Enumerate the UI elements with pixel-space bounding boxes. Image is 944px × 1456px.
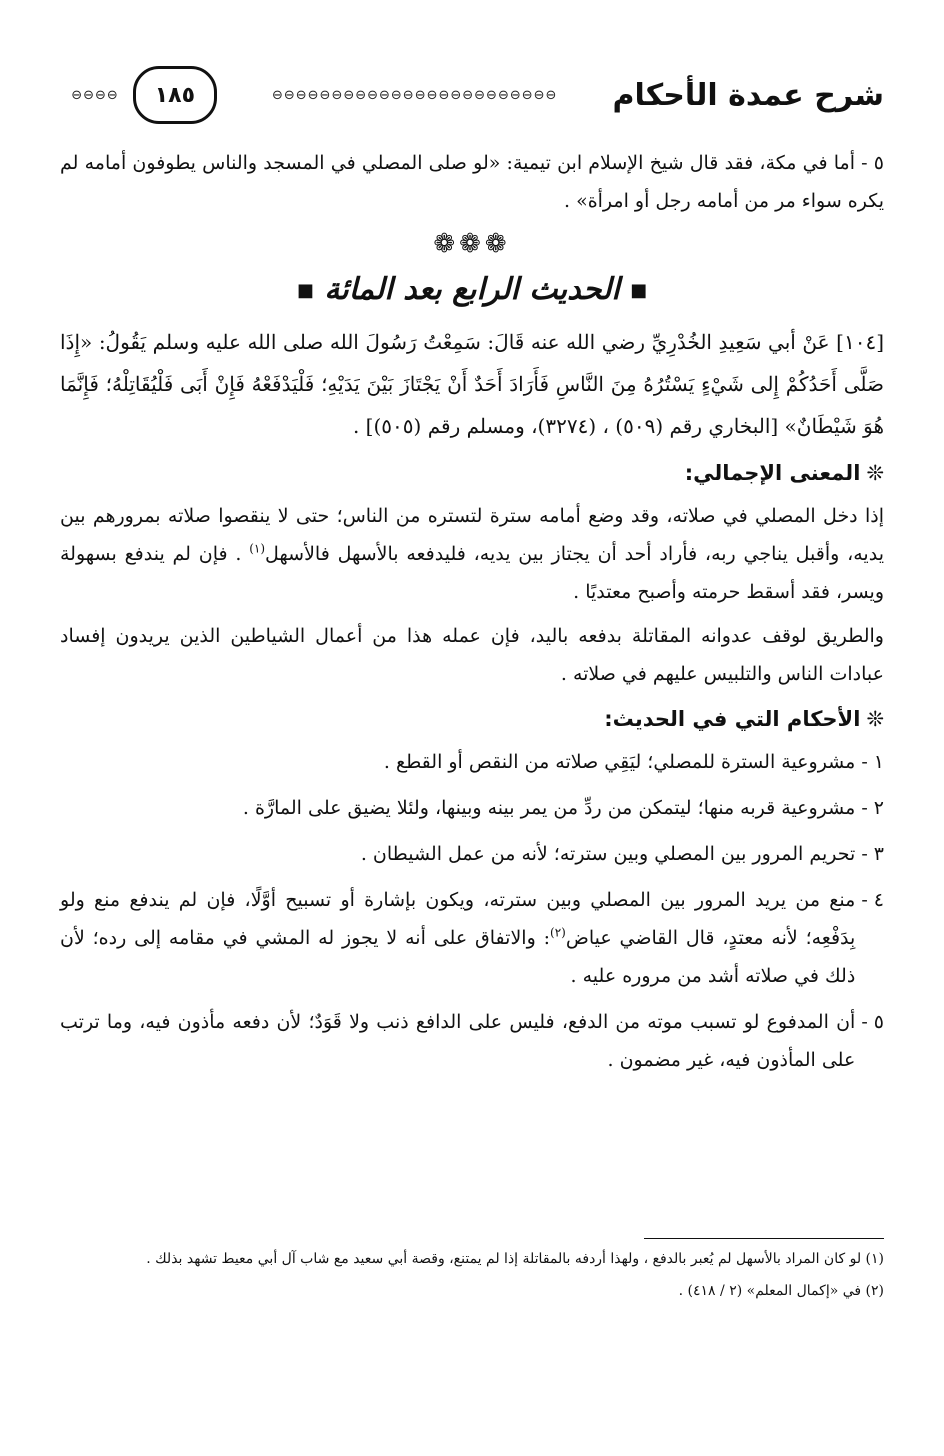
general-meaning-heading-text: المعنى الإجمالي: (684, 461, 861, 485)
ruling-text: تحريم المرور بين المصلي وبين سترته؛ لأنه من عمل الشيطان . (360, 843, 856, 865)
footnote-2: (٢) في «إكمال المعلم» (٢ / ٤١٨) . (678, 1283, 884, 1299)
ruling-text-end: : والاتفاق على أنه لا يجوز له المشي في مقامه إلى رده؛ لأن ذلك في صلاته أشد من مروره عليه . (60, 927, 856, 987)
footnotes (60, 1238, 884, 1309)
hadith-text: [١٠٤] عَنْ أبي سَعِيدِ الخُدْرِيِّ رضي الله عنه قَالَ: سَمِعْتُ رَسُولَ الله صلى الله عليه وسلم يَقُولُ: «إِذَا صَلَّى أَحَدُكُمْ إِلى شَيْءٍ يَسْتُرُهُ مِنَ النَّاسِ فَأَرَادَ أَحَدٌ أَنْ يَجْتَازَ بَيْنَ يَدَيْهِ؛ فَلْيَدْفَعْهُ فَإِنْ أَبَى فَلْيُقَاتِلْهُ؛ فَإِنَّمَا هُوَ شَيْطَانٌ» [البخاري رقم (٥٠٩) ، (٣٢٧٤)، ومسلم رقم (٥٠٥)] . (60, 330, 884, 438)
page-body (60, 144, 884, 1079)
rulings-heading-text: الأحكام التي في الحديث: (604, 707, 861, 731)
ruling-text: أن المدفوع لو تسبب موته من الدفع، فليس على الدافع ذنب ولا قَوَدٌ؛ لأن دفعه مأذون فيه، وما ترتب على المأذون فيه، غير مضمون . (60, 1011, 856, 1071)
book-title: شرح عمدة الأحكام (612, 77, 884, 113)
footnote-1: (١) لو كان المراد بالأسهل لم يُعبر بالدفع ، ولهذا أردفه بالمقاتلة إذا لم يمتنع، وقصة أبي سعيد مع شاب آل أبي معيط تشهد بذلك . (146, 1251, 884, 1267)
asterisk-icon: ❊ (866, 707, 884, 731)
hadith-title (60, 268, 884, 313)
title-marker-left: ■ (296, 280, 314, 301)
title-marker-right: ■ (630, 280, 648, 301)
ruling-number: ٤ - (861, 889, 884, 911)
ruling-item-3 (60, 835, 884, 873)
header-ornament-long: ⊖⊖⊖⊖⊖⊖⊖⊖⊖⊖⊖⊖⊖⊖⊖⊖⊖⊖⊖⊖⊖⊖⊖⊖ (271, 87, 558, 103)
ruling-number: ٥ - (861, 1011, 884, 1033)
footnote-ref-2: (٢) (550, 925, 566, 940)
general-meaning-paragraph-1 (60, 497, 884, 611)
rulings-heading (60, 699, 884, 739)
ruling-number: ٣ - (861, 843, 884, 865)
general-meaning-paragraph-2: والطريق لوقف عدوانه المقاتلة بدفعه باليد، فإن عمله هذا من أعمال الشياطين الذين يريدون إفساد عبادات الناس والتلبيس عليهم في صلاته . (60, 625, 884, 685)
ruling-text: مشروعية السترة للمصلي؛ ليَقِي صلاته من النقص أو القطع . (383, 751, 856, 773)
ruling-item-5 (60, 1003, 884, 1079)
page-header (60, 60, 884, 130)
footnote-separator (644, 1238, 884, 1239)
header-ornament-short: ⊖⊖⊖⊖ (71, 87, 119, 103)
ruling-text: مشروعية قربه منها؛ ليتمكن من ردِّ من يمر بينه وبينها، ولئلا يضيق على المارَّة . (242, 797, 856, 819)
ruling-text (60, 881, 855, 995)
footnote-ref-1: (١) (249, 541, 266, 556)
page-number: ١٨٥ (133, 66, 217, 124)
ruling-number: ١ - (861, 751, 884, 773)
ruling-number: ٢ - (861, 797, 884, 819)
general-meaning-heading (60, 453, 884, 493)
asterisk-icon: ❊ (866, 461, 884, 485)
section-divider: ❁❁❁ (433, 229, 511, 259)
intro-paragraph-5: ٥ - أما في مكة، فقد قال شيخ الإسلام ابن تيمية: «لو صلى المصلي في المسجد والناس يطوفون أمامه لم يكره سواء مر من أمامه رجل أو امرأة» . (60, 152, 884, 212)
paragraph-1-text-end: . فإن لم يندفع بسهولة ويسر، فقد أسقط حرمته وأصبح معتديًا . (60, 543, 884, 603)
ruling-item-1 (60, 743, 884, 781)
ruling-item-2 (60, 789, 884, 827)
ruling-text-start: منع من يريد المرور بين المصلي وبين سترته، ويكون بإشارة أو تسبيح أوَّلًا، فإن لم يندفع منع ولو بِدَفْعِه؛ لأنه معتدٍ، قال القاضي عياض (60, 889, 856, 949)
paragraph-1-text: إذا دخل المصلي في صلاته، وقد وضع أمامه سترة لتستره من الناس؛ حتى لا ينقصوا صلاته بمرورهم بين يديه، وأقبل يناجي ربه، فأراد أحد أن يجتاز بين يديه، فليدفعه بالأسهل فالأسهل (60, 505, 884, 565)
hadith-title-text: الحديث الرابع بعد المائة (324, 272, 620, 307)
book-page (60, 60, 884, 1400)
ruling-item-4 (60, 881, 884, 995)
